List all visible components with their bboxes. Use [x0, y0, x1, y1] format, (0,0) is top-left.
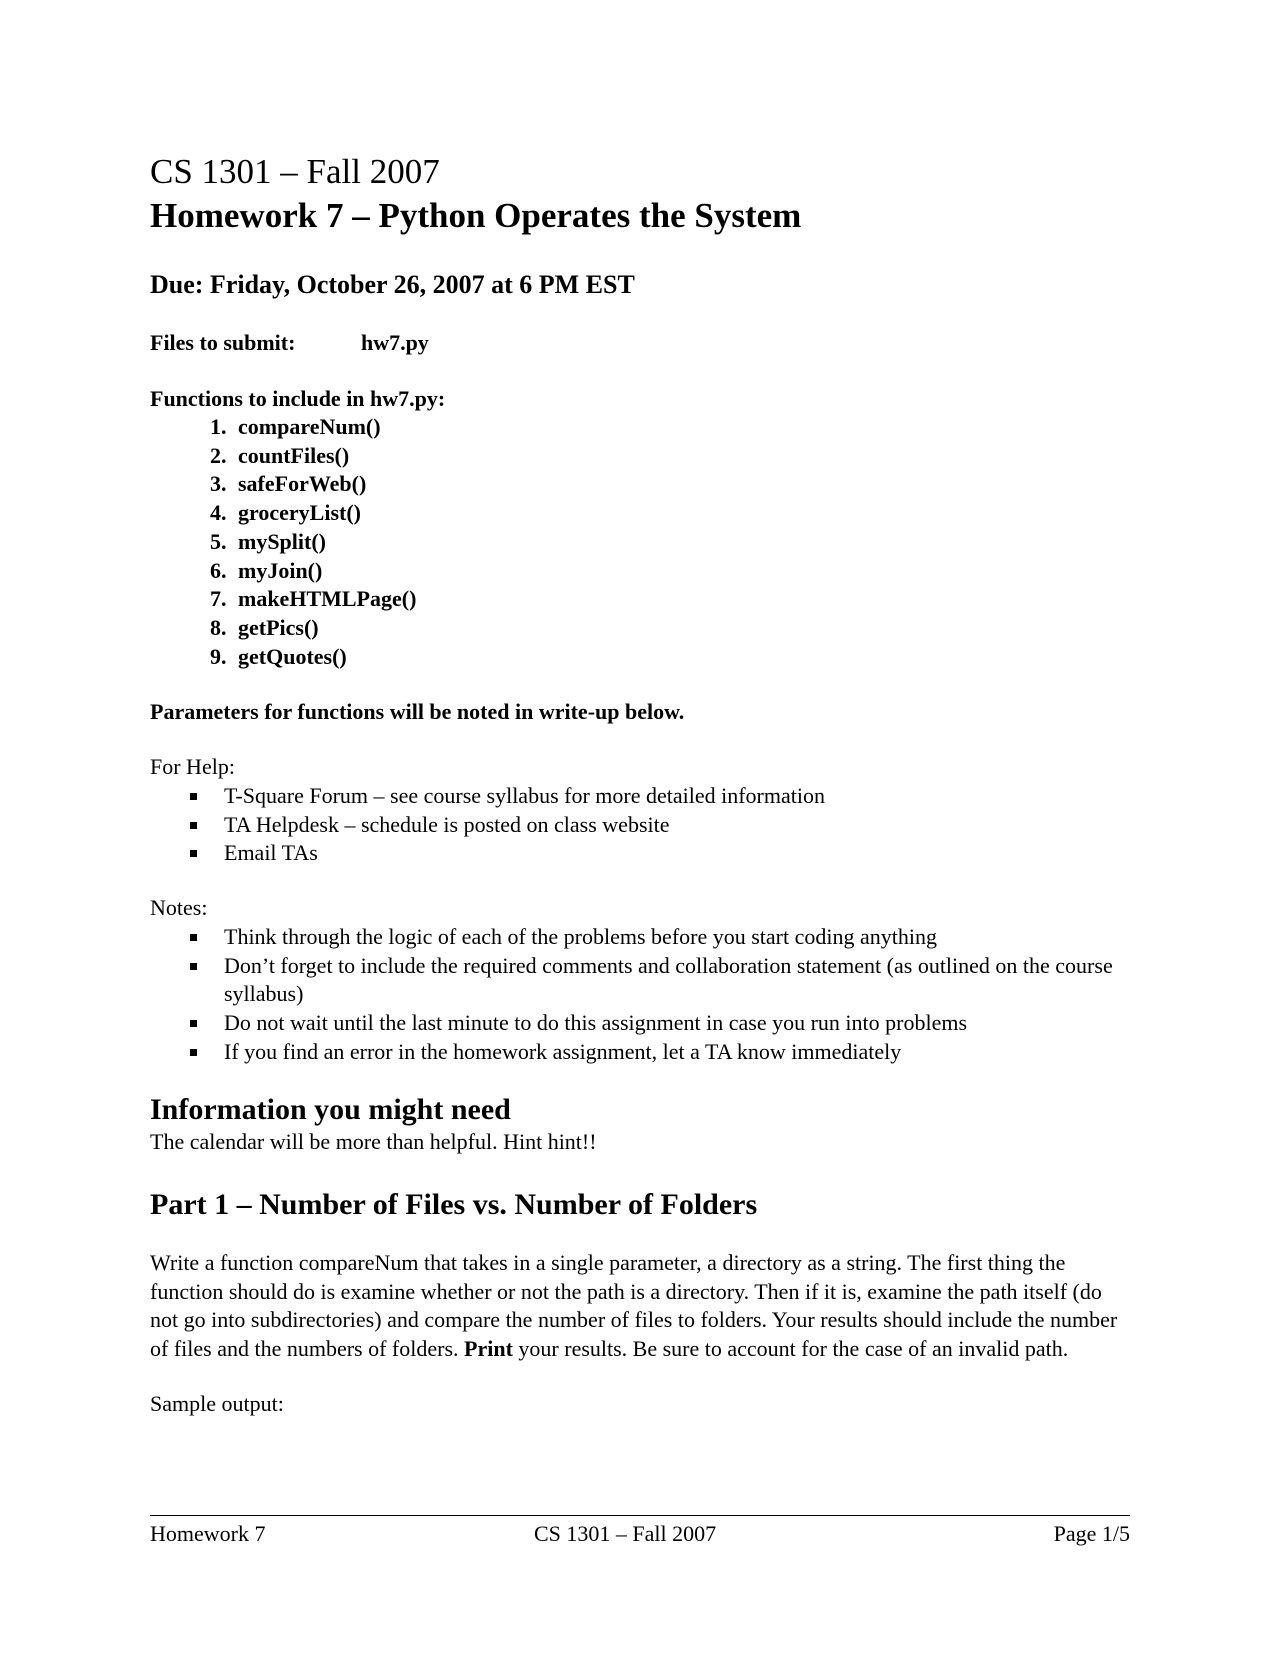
function-item: 1. compareNum() [232, 413, 1130, 442]
note-item-text: Do not wait until the last minute to do this assignment in case you run into problems [224, 1009, 968, 1035]
notes-list [150, 923, 1130, 1067]
sample-output-label: Sample output: [150, 1390, 284, 1416]
part1-text-end: your results. Be sure to account for the case of an invalid path. [512, 1336, 1069, 1362]
help-list [150, 782, 1130, 868]
note-item-text: Don’t forget to include the required comments and collaboration statement (as outlined on the course syllabus) [224, 952, 1113, 1007]
help-label: For Help: [150, 754, 235, 780]
note-item [224, 1009, 1130, 1038]
help-item [224, 811, 1130, 840]
part1-bold-word: Print [464, 1336, 513, 1362]
parameters-note: Parameters for functions will be noted in write-up below. [150, 699, 685, 725]
help-item [224, 782, 1130, 811]
function-item: 2. countFiles() [232, 442, 1130, 471]
course-title: CS 1301 – Fall 2007 [150, 152, 440, 191]
footer-left: Homework 7 [150, 1521, 266, 1546]
function-item: 8. getPics() [232, 614, 1130, 643]
square-bullet-icon [190, 1049, 197, 1056]
function-item: 5. mySplit() [232, 528, 1130, 557]
notes-label: Notes: [150, 895, 208, 921]
part1-description [150, 1249, 1130, 1364]
square-bullet-icon [190, 822, 197, 829]
help-item-text: Email TAs [224, 840, 318, 866]
square-bullet-icon [190, 1020, 197, 1027]
square-bullet-icon [190, 934, 197, 941]
function-item: 7. makeHTMLPage() [232, 585, 1130, 614]
help-item-text: T-Square Forum – see course syllabus for more detailed information [224, 783, 825, 809]
footer-page-number: Page 1/5 [1053, 1521, 1130, 1546]
note-item [224, 1038, 1130, 1067]
square-bullet-icon [190, 793, 197, 800]
help-item-text: TA Helpdesk – schedule is posted on class website [224, 811, 670, 837]
function-item: 3. safeForWeb() [232, 470, 1130, 499]
part1-text-start: Write a function compareNum that takes in a single parameter, a directory as a string. The first thing the function should do is examine whether or not the path is a directory. Then if it is, examine the path itself (do not go into subdirectories) and compare the number of files to folders. Your results should include the number of files and the numbers of folders. [150, 1250, 1118, 1362]
note-item [224, 923, 1130, 952]
footer-center: CS 1301 – Fall 2007 [534, 1521, 717, 1546]
function-item: 6. myJoin() [232, 557, 1130, 586]
document-page [150, 150, 1130, 1419]
square-bullet-icon [190, 850, 197, 857]
due-date: Due: Friday, October 26, 2007 at 6 PM EST [150, 270, 635, 299]
page-footer [150, 1515, 1130, 1548]
function-item: 9. getQuotes() [232, 643, 1130, 672]
homework-title: Homework 7 – Python Operates the System [150, 196, 802, 235]
files-value: hw7.py [360, 330, 429, 355]
square-bullet-icon [190, 963, 197, 970]
note-item-text: If you find an error in the homework assignment, let a TA know immediately [224, 1038, 902, 1064]
function-item: 4. groceryList() [232, 499, 1130, 528]
info-heading: Information you might need [150, 1093, 511, 1127]
functions-heading: Functions to include in hw7.py: [150, 386, 446, 411]
part1-heading: Part 1 – Number of Files vs. Number of Folders [150, 1188, 758, 1222]
info-text: The calendar will be more than helpful. Hint hint!! [150, 1129, 597, 1155]
files-label: Files to submit: [150, 330, 296, 355]
help-item [224, 839, 1130, 868]
files-to-submit [150, 328, 1130, 358]
functions-list [150, 413, 1130, 671]
note-item [224, 952, 1130, 1009]
note-item-text: Think through the logic of each of the problems before you start coding anything [224, 923, 937, 949]
